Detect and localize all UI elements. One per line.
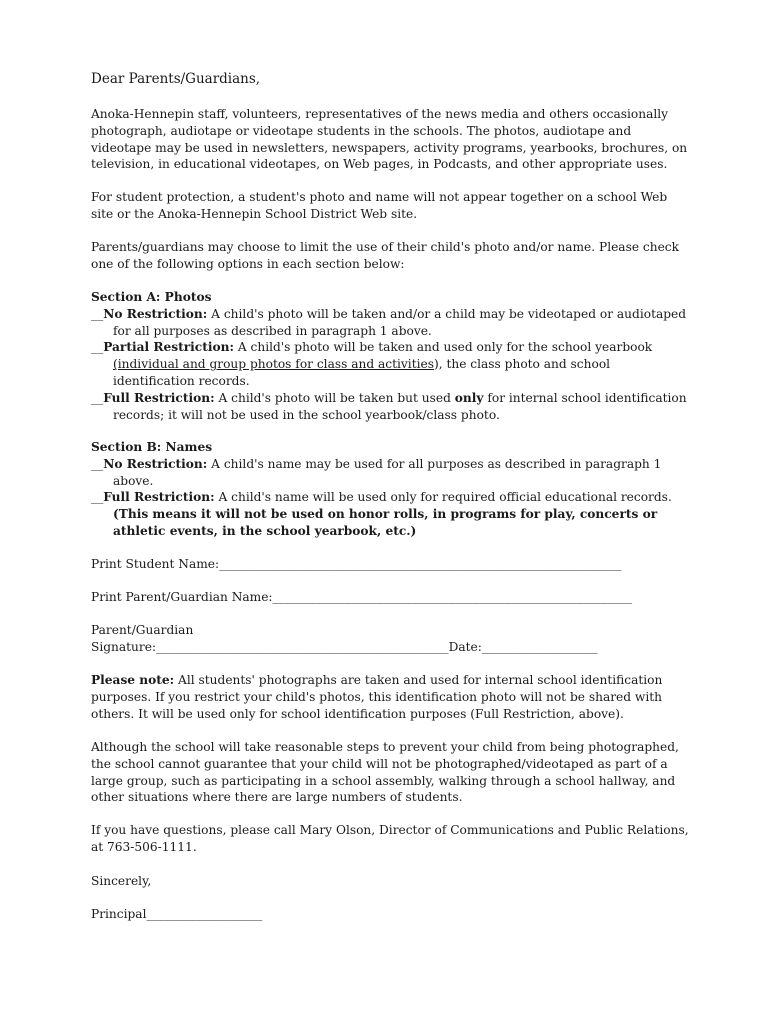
signature-row [91,622,691,656]
student-name-row [91,556,691,589]
option-bold-text: (This means it will not be used on honor rolls, in programs for play, concerts or athletic events, in the school yearbook, etc.) [113,507,658,538]
option-text: ), the class photo and school identification records. [113,357,611,388]
please-note-text: All students' photographs are taken and used for internal school identification purposes. If you restrict your child's photos, this identification photo will not be shared with others. It will be used only for school identification purposes (Full Restriction, above). [91,673,663,721]
signature-label-line1: Parent/Guardian [91,623,194,637]
section-a-photos [91,289,691,423]
option-label: Full Restriction: [103,390,215,405]
parent-name-field[interactable]: ___________________________________________________________ [272,590,633,604]
disclaimer-paragraph: Although the school will take reasonable steps to prevent your child from being photographed, the school cannot guarantee that your child will not be photographed/videotaped as part of a large group, such as participating in a school assembly, walking through a school hallway, and other situations where there are large numbers of students. [91,740,679,805]
options-paragraph: Parents/guardians may choose to limit the use of their child's photo and/or name. Please check one of the following options in each section below: [91,240,680,271]
option-label: No Restriction: [103,456,208,471]
checkbox-blank[interactable]: __ [91,306,104,321]
principal-signature-field[interactable]: ___________________ [146,907,263,921]
option-text: A child's name may be used for all purposes as described in paragraph 1 above. [113,456,662,488]
principal-label: Principal [91,907,147,921]
checkbox-blank[interactable]: __ [91,490,104,505]
parent-name-row [91,589,691,622]
intro-paragraph: Anoka-Hennepin staff, volunteers, representatives of the news media and others occasionally photograph, audiotape or videotape students in the schools. The photos, audiotape and videotape may be used in newsletters, newspapers, activity programs, yearbooks, brochures, on television, in educational videotapes, on Web pages, in Podcasts, and other appropriate uses. [91,107,688,172]
greeting: Dear Parents/Guardians, [91,71,261,87]
signature-fields [91,556,691,656]
checkbox-blank[interactable]: __ [91,456,104,471]
student-name-field[interactable]: __________________________________________________________________ [219,557,622,571]
contact-paragraph: If you have questions, please call Mary Olson, Director of Communications and Public Relations, at 763-506-1111. [91,823,689,854]
name-option-no-restriction[interactable] [91,456,691,490]
student-name-label: Print Student Name: [91,557,220,571]
please-note-label: Please note: [91,673,175,687]
option-label: Full Restriction: [103,490,215,505]
checkbox-blank[interactable]: __ [91,390,104,405]
option-text: A child's name will be used only for required official educational records. [214,490,672,505]
photo-option-partial-restriction[interactable] [91,339,691,389]
photo-option-full-restriction[interactable] [91,390,691,424]
option-label: No Restriction: [103,306,208,321]
option-bold-text: only [454,390,484,405]
photo-option-no-restriction[interactable] [91,306,691,340]
option-text: A child's photo will be taken but used [214,390,455,405]
date-field[interactable]: ___________________ [481,639,598,654]
closing: Sincerely, [91,874,152,888]
option-text: A child's photo will be taken and/or a child may be videotaped or audiotaped for all purposes as described in paragraph 1 above. [113,306,687,338]
section-b-names [91,439,691,540]
checkbox-blank[interactable]: __ [91,340,104,355]
date-label: Date: [448,639,482,654]
protection-paragraph: For student protection, a student's photo and name will not appear together on a school Web site or the Anoka-Hennepin School District Web site. [91,190,668,221]
option-label: Partial Restriction: [103,340,234,355]
parent-name-label: Print Parent/Guardian Name: [91,590,273,604]
option-text: A child's photo will be taken and used only for the school yearbook [233,340,653,355]
principal-signature-row [91,906,691,923]
signature-field[interactable]: ________________________________________________ [156,639,449,654]
option-underlined-text: (individual and group photos for class and activities [113,357,434,372]
section-b-title: Section B: Names [91,440,213,454]
please-note-paragraph [91,672,691,722]
name-option-full-restriction[interactable] [91,489,691,539]
signature-label-line2: Signature: [91,639,157,654]
option-text: for internal school identification records; it will not be used in the school yearbook/class photo. [113,390,687,422]
section-a-title: Section A: Photos [91,290,212,304]
